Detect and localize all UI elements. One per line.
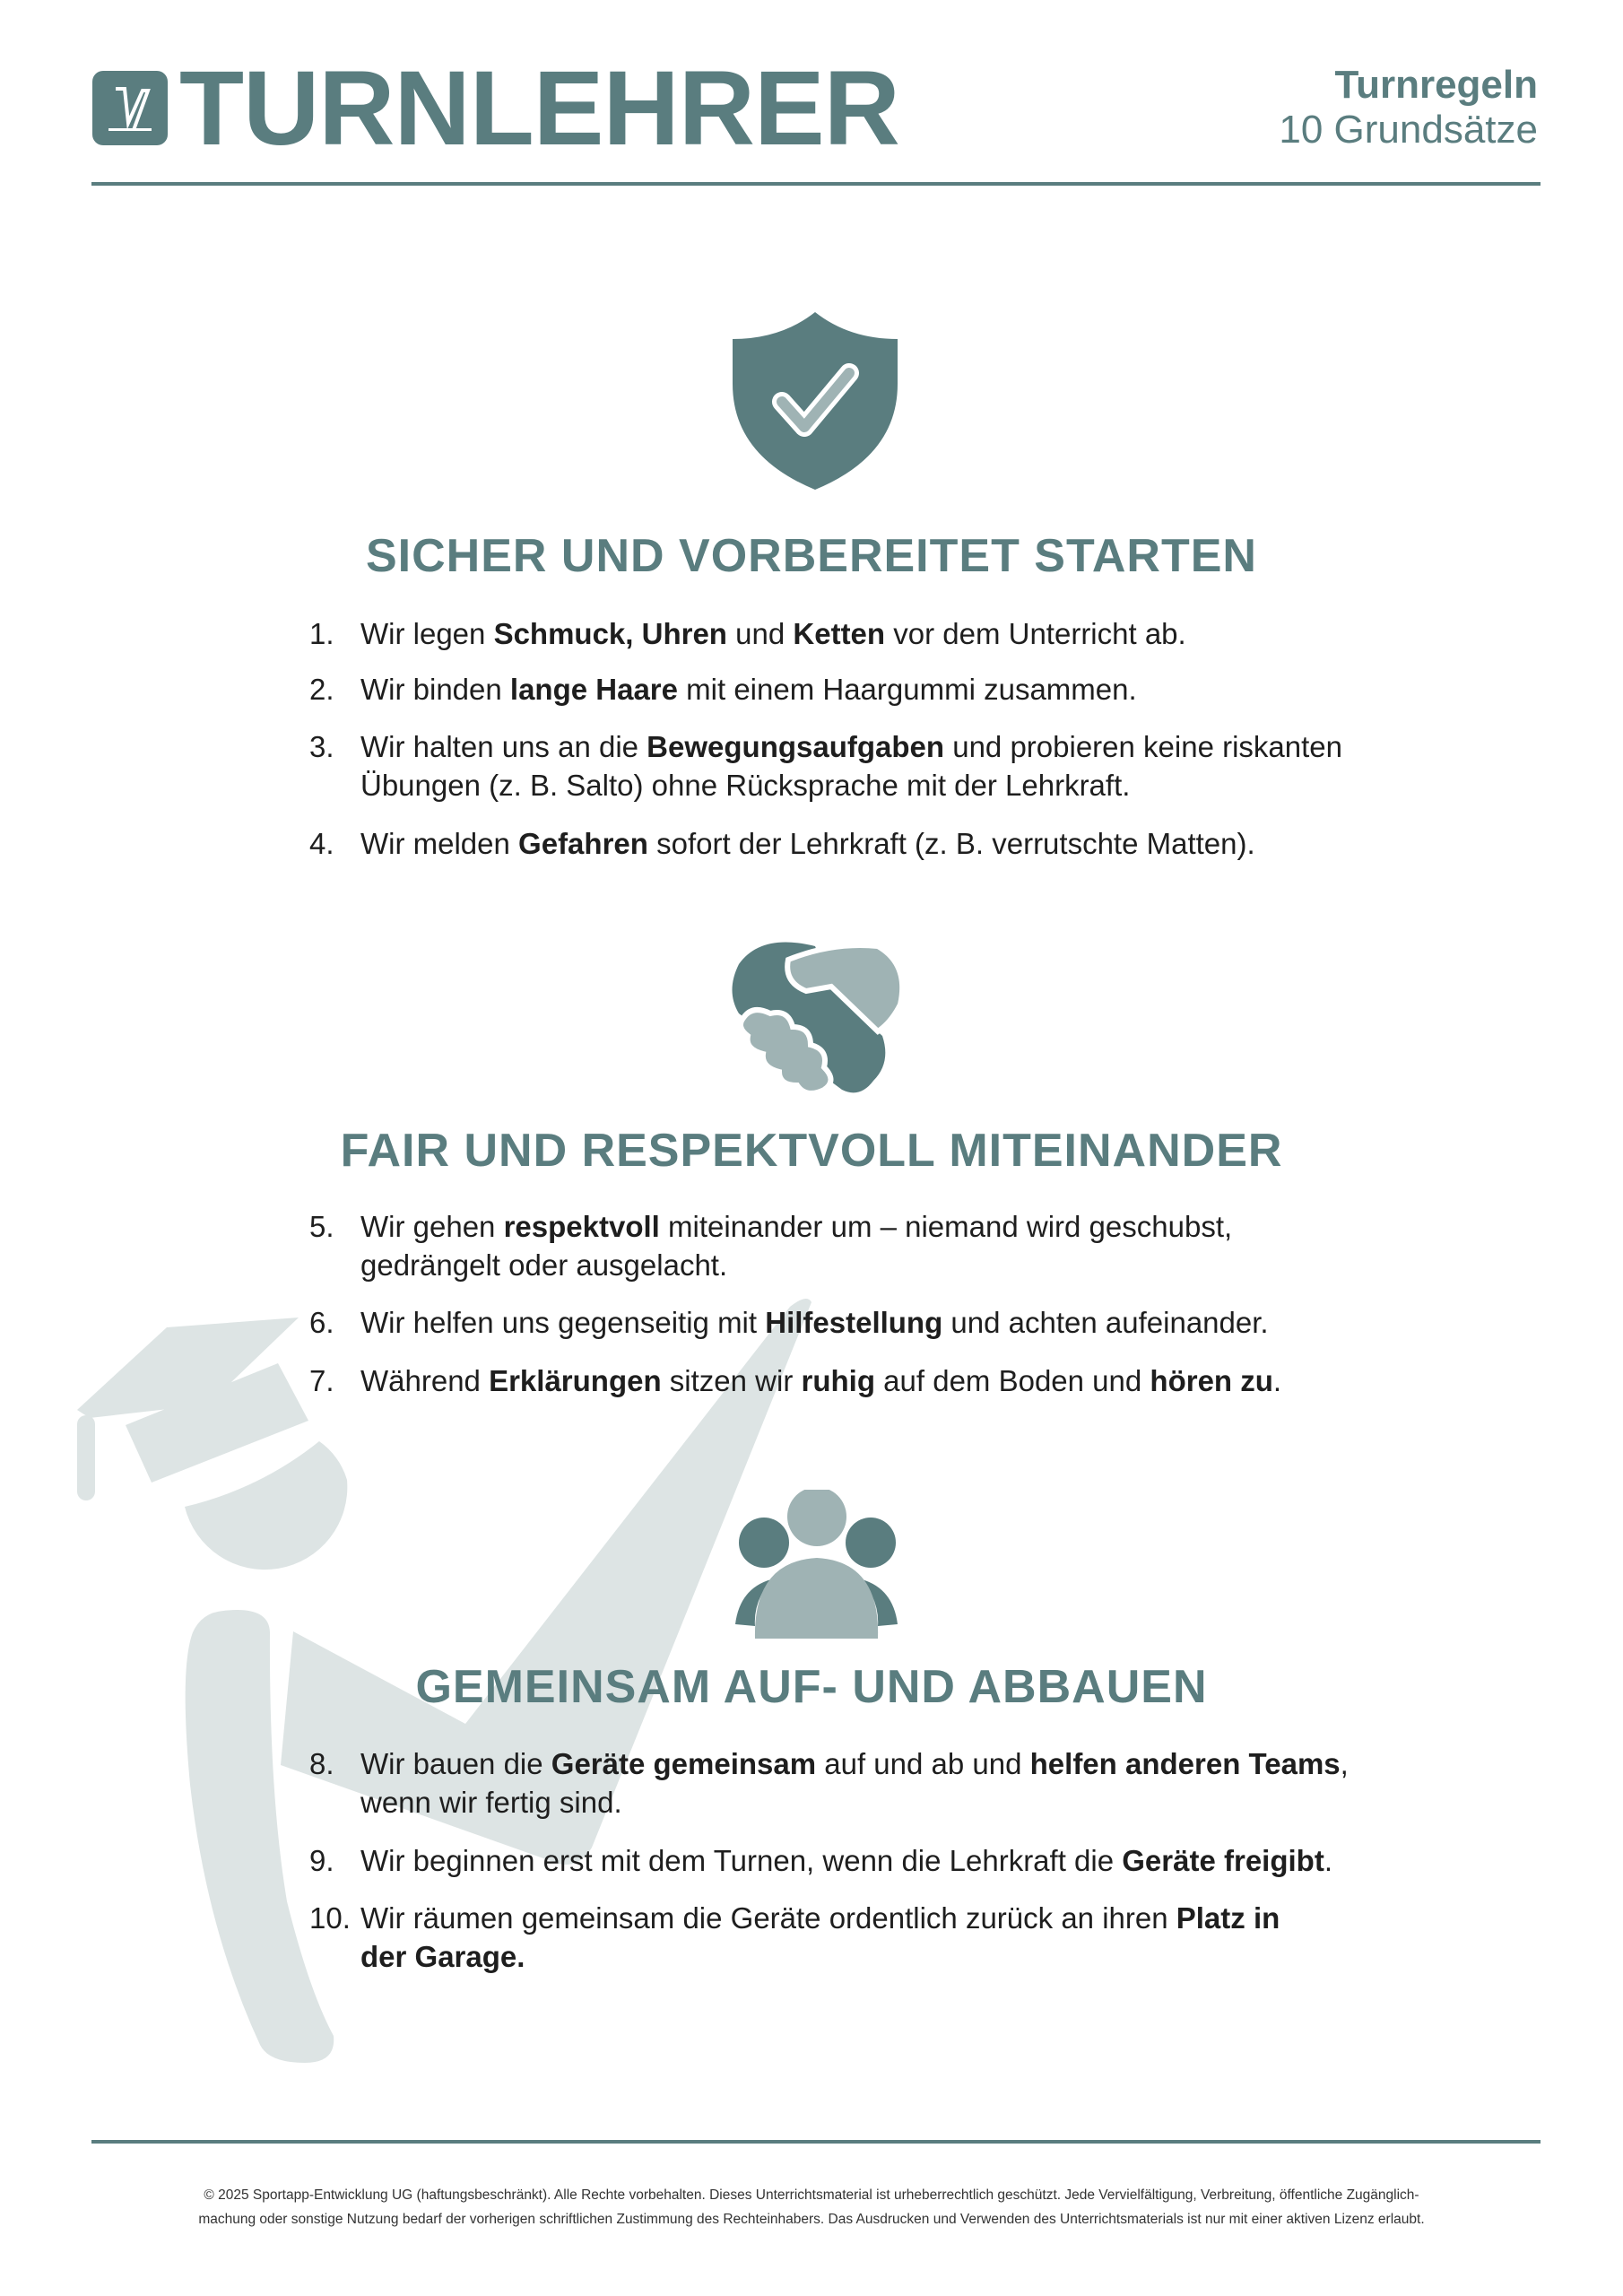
rule-text: Wir halten uns an die	[360, 730, 647, 763]
rule-text: Übungen (z. B. Salto) ohne Rücksprache mit der Lehrkraft.	[360, 769, 1131, 802]
emphasis-text: Hilfestellung	[765, 1306, 943, 1339]
rule-text: gedrängelt oder ausgelacht.	[360, 1248, 728, 1282]
rule-text: Wir melden	[360, 827, 519, 860]
rule-text-line	[360, 824, 1255, 863]
rule-text-line	[360, 766, 1130, 804]
document-title: Turnregeln	[1334, 63, 1538, 107]
rule-number: 3.	[309, 730, 334, 763]
emphasis-text: Bewegungsaufgaben	[647, 730, 945, 763]
shield-check-icon	[733, 312, 898, 490]
rule-text: und achten aufeinander.	[942, 1306, 1269, 1339]
rule-text: Wir räumen gemeinsam die Geräte ordentlich zurück an ihren	[360, 1901, 1176, 1935]
rule-text: .	[1272, 1364, 1282, 1397]
document-subtitle: 10 Grundsätze	[1279, 108, 1538, 152]
rule-text-line	[360, 727, 1342, 766]
rule-number: 10.	[309, 1901, 351, 1935]
footer-line: machung oder sonstige Nutzung bedarf der vorherigen schriftlichen Zustimmung des Rechteinhabers. Das Ausdrucken und Verwenden des Unterrichtsmaterials ist nur mit einer aktiven Lizenz erlaubt.	[198, 2212, 1425, 2227]
emphasis-text: hören zu	[1150, 1364, 1273, 1397]
emphasis-text: Geräte gemeinsam	[551, 1747, 817, 1780]
rule-text-line	[360, 670, 1137, 709]
rule-text: Wir bauen die	[360, 1747, 551, 1780]
rule-text-line	[360, 1899, 1280, 1937]
rule-text: wenn wir fertig sind.	[360, 1786, 622, 1819]
emphasis-text: respektvoll	[503, 1210, 660, 1243]
emphasis-text: Ketten	[793, 617, 886, 650]
emphasis-text: helfen anderen Teams	[1029, 1747, 1341, 1780]
emphasis-text: ruhig	[801, 1364, 875, 1397]
rule-text: Wir binden	[360, 673, 510, 706]
rule-text-line	[360, 1303, 1269, 1342]
rule-number: 1.	[309, 617, 334, 650]
emphasis-text: Schmuck, Uhren	[493, 617, 727, 650]
rule-text-line	[360, 1744, 1349, 1783]
rule-text: Wir beginnen erst mit dem Turnen, wenn die Lehrkraft die	[360, 1844, 1123, 1877]
footer-line: © 2025 Sportapp-Entwicklung UG (haftungsbeschränkt). Alle Rechte vorbehalten. Dieses Unterrichtsmaterial ist urheberrechtlich geschützt. Jede Vervielfältigung, Verbreitung, öffentliche Zugänglich-	[204, 2187, 1419, 2203]
section-heading-respect: FAIR UND RESPEKTVOLL MITEINANDER	[340, 1125, 1283, 1177]
emphasis-text: lange Haare	[509, 673, 678, 706]
rule-text-line	[360, 1361, 1281, 1400]
logo-icon	[92, 71, 168, 145]
rule-number: 5.	[309, 1210, 334, 1243]
rule-text: sitzen wir	[661, 1364, 802, 1397]
rule-text-line	[360, 1246, 727, 1284]
emphasis-text: Erklärungen	[489, 1364, 662, 1397]
footer-divider	[91, 2140, 1541, 2144]
rule-text-line	[360, 1783, 622, 1822]
emphasis-text: Platz in	[1176, 1901, 1280, 1935]
handshake-icon	[725, 937, 905, 1094]
rule-text: und probieren keine riskanten	[944, 730, 1342, 763]
brand-name: TURNLEHRER	[179, 49, 899, 168]
rule-number: 4.	[309, 827, 334, 860]
rule-text-line	[360, 1207, 1232, 1246]
rule-text: Wir helfen uns gegenseitig mit	[360, 1306, 766, 1339]
rule-text: mit einem Haargummi zusammen.	[678, 673, 1137, 706]
rule-number: 8.	[309, 1747, 334, 1780]
emphasis-text: Gefahren	[518, 827, 648, 860]
section-heading-safety: SICHER UND VORBEREITET STARTEN	[366, 530, 1257, 582]
rule-text: Wir gehen	[360, 1210, 504, 1243]
rule-text: Wir legen	[360, 617, 494, 650]
rule-text: auf dem Boden und	[875, 1364, 1150, 1397]
rule-text-line	[360, 1937, 525, 1976]
rule-number: 2.	[309, 673, 334, 706]
rule-text-line	[360, 614, 1186, 653]
rule-text: und	[726, 617, 794, 650]
rule-text: .	[1324, 1844, 1332, 1877]
rule-text: miteinander um – niemand wird geschubst,	[659, 1210, 1233, 1243]
header-divider	[91, 182, 1541, 186]
rule-text: Während	[360, 1364, 490, 1397]
rule-number: 9.	[309, 1844, 334, 1877]
rule-text: sofort der Lehrkraft (z. B. verrutschte Matten).	[647, 827, 1255, 860]
rule-number: 7.	[309, 1364, 334, 1397]
footer-copyright	[81, 2183, 1542, 2231]
rule-text: ,	[1340, 1747, 1349, 1780]
rule-text-line	[360, 1841, 1332, 1880]
rule-number: 6.	[309, 1306, 334, 1339]
rule-text: vor dem Unterricht ab.	[885, 617, 1186, 650]
rule-text: auf und ab und	[816, 1747, 1030, 1780]
emphasis-text: Geräte freigibt	[1122, 1844, 1324, 1877]
section-heading-setup: GEMEINSAM AUF- UND ABBAUEN	[415, 1661, 1208, 1713]
group-icon	[735, 1490, 898, 1639]
emphasis-text: der Garage.	[360, 1940, 525, 1973]
